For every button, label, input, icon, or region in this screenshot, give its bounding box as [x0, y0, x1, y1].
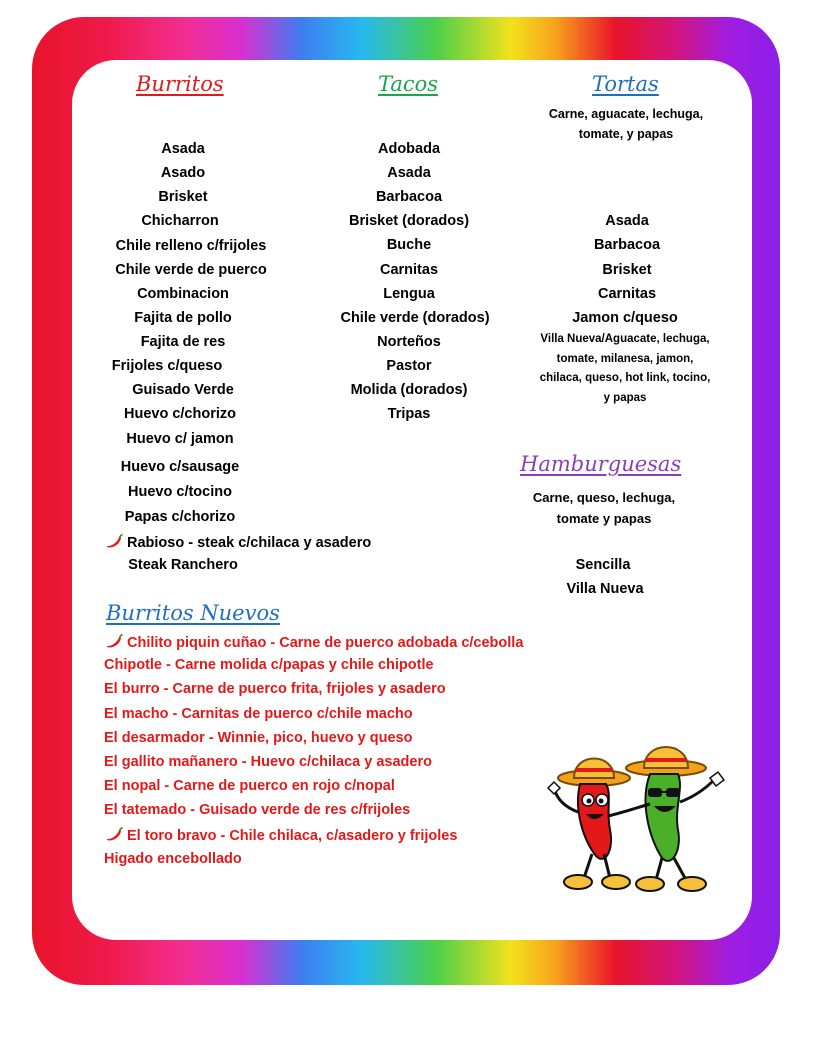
- new-burrito-item: El desarmador - Winnie, pico, huevo y queso: [104, 730, 413, 746]
- burritos-nuevos-heading: Burritos Nuevos: [106, 601, 280, 625]
- new-burrito-label: Chilito piquin cuñao - Carne de puerco adobada c/cebolla: [127, 635, 524, 651]
- new-burrito-item: El macho - Carnitas de puerco c/chile macho: [104, 706, 413, 722]
- burrito-item: Huevo c/tocino: [128, 484, 232, 500]
- burrito-item-label: Rabioso - steak c/chilaca y asadero: [127, 535, 372, 551]
- new-burrito-item: El gallito mañanero - Huevo c/chilaca y asadero: [104, 754, 432, 770]
- taco-item: Carnitas: [379, 262, 439, 278]
- burrito-item: Huevo c/ jamon: [126, 431, 234, 447]
- taco-item: Lengua: [383, 286, 435, 302]
- burrito-item-spicy: [104, 533, 371, 551]
- burrito-item: Fajita de pollo: [134, 310, 232, 326]
- burrito-item: Guisado Verde: [132, 382, 234, 398]
- burrito-item: Huevo c/sausage: [120, 459, 240, 475]
- burrito-item: Frijoles c/queso: [111, 358, 223, 374]
- tortas-description: Carne, aguacate, lechuga, tomate, y papas: [548, 107, 704, 141]
- tacos-heading: Tacos: [378, 72, 439, 96]
- taco-item: Buche: [386, 237, 432, 253]
- taco-item: Pastor: [386, 358, 432, 374]
- hamburguesa-item: Villa Nueva: [566, 581, 644, 597]
- burrito-item: Chile relleno c/frijoles: [115, 238, 267, 254]
- burrito-item: Asado: [160, 165, 206, 181]
- dancing-peppers-illustration: [544, 738, 730, 894]
- burrito-item: Chile verde de puerco: [115, 262, 267, 278]
- new-burrito-item: El nopal - Carne de puerco en rojo c/nopal: [104, 778, 395, 794]
- torta-villa-nueva: Villa Nueva/Aguacate, lechuga, tomate, milanesa, jamon, chilaca, queso, hot link, tocino, y papas: [539, 333, 711, 404]
- torta-item: Asada: [605, 213, 649, 229]
- new-burrito-item-spicy: [104, 633, 523, 651]
- burrito-item: Chicharron: [141, 213, 219, 229]
- new-burrito-item: Chipotle - Carne molida c/papas y chile chipotle: [104, 657, 434, 673]
- new-burrito-item-spicy: [104, 826, 457, 844]
- chili-pepper-icon: [104, 826, 124, 842]
- taco-item: Norteños: [377, 334, 441, 350]
- hamburguesas-description: Carne, queso, lechuga, tomate y papas: [532, 490, 676, 526]
- taco-item: Asada: [387, 165, 431, 181]
- burrito-item: Huevo c/chorizo: [124, 406, 236, 422]
- taco-item: Brisket (dorados): [348, 213, 470, 229]
- new-burrito-item: El tatemado - Guisado verde de res c/frijoles: [104, 802, 411, 818]
- hamburguesa-item: Sencilla: [575, 557, 631, 573]
- torta-item: Carnitas: [597, 286, 657, 302]
- burritos-heading: Burritos: [136, 72, 224, 96]
- new-burrito-item: Higado encebollado: [104, 851, 242, 867]
- tortas-heading: Tortas: [592, 72, 659, 96]
- torta-item: Barbacoa: [593, 237, 661, 253]
- torta-item: Jamon c/queso: [572, 310, 678, 326]
- new-burrito-item: El burro - Carne de puerco frita, frijoles y asadero: [104, 681, 446, 697]
- torta-item: Brisket: [602, 262, 652, 278]
- taco-item: Adobada: [377, 141, 441, 157]
- taco-item: Molida (dorados): [350, 382, 468, 398]
- burrito-item: Asada: [161, 141, 205, 157]
- burrito-item: Combinacion: [137, 286, 229, 302]
- chili-pepper-icon: [104, 633, 124, 649]
- taco-item: Tripas: [387, 406, 431, 422]
- hamburguesas-heading: Hamburguesas: [520, 452, 682, 476]
- burrito-item: Brisket: [158, 189, 208, 205]
- burrito-item: Fajita de res: [140, 334, 226, 350]
- burrito-item: Steak Ranchero: [128, 557, 238, 573]
- burrito-item: Papas c/chorizo: [124, 509, 236, 525]
- new-burrito-label: El toro bravo - Chile chilaca, c/asadero y frijoles: [127, 828, 458, 844]
- taco-item: Chile verde (dorados): [340, 310, 490, 326]
- chili-pepper-icon: [104, 533, 124, 549]
- taco-item: Barbacoa: [375, 189, 443, 205]
